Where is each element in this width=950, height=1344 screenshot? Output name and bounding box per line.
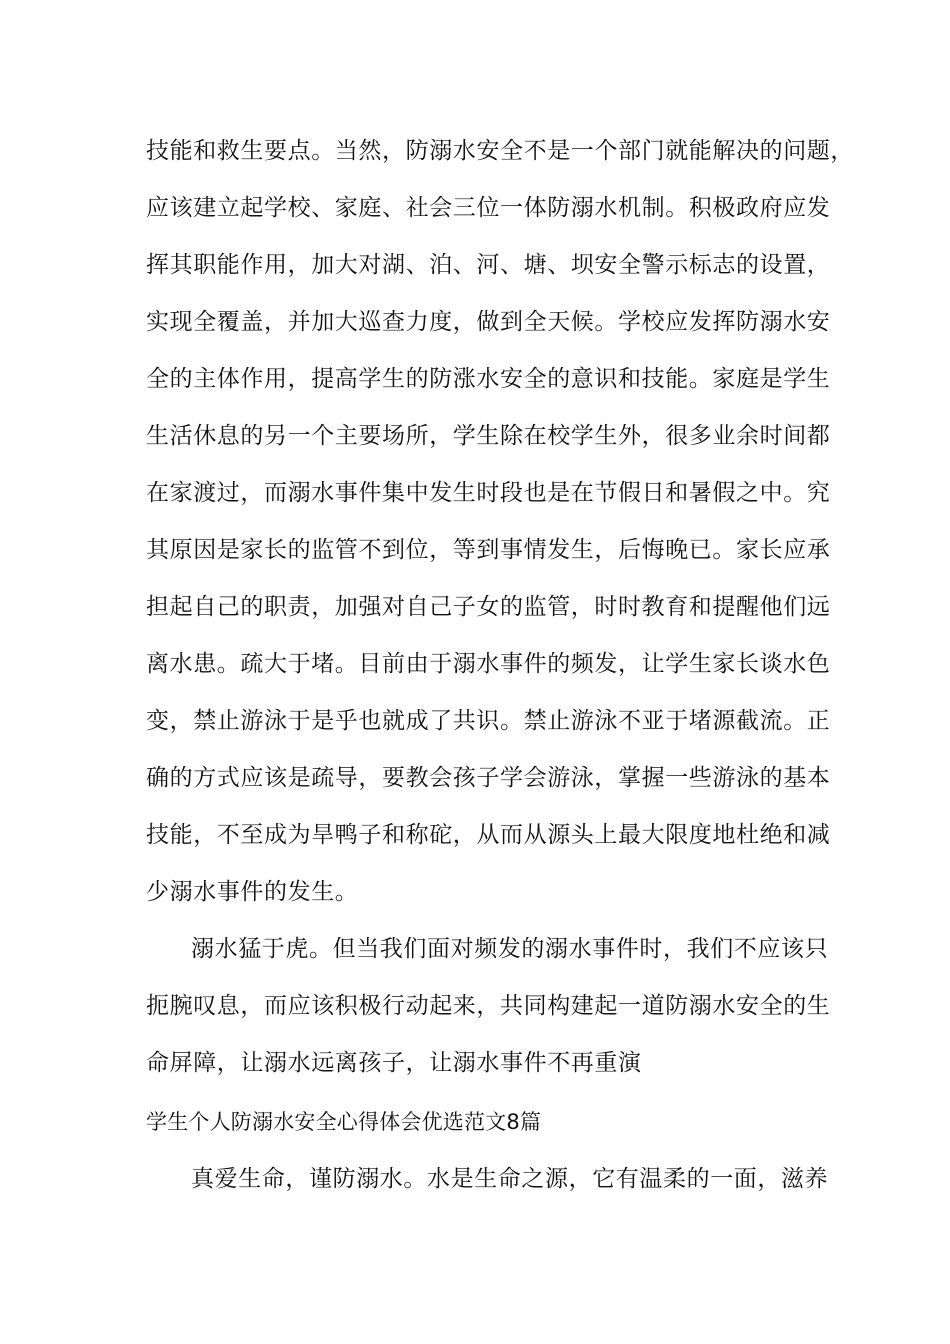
paragraph-line: 挥其职能作用，加大对湖、泊、河、塘、坝安全警示标志的设置，: [146, 252, 831, 278]
paragraph-line: 技能，不至成为旱鸭子和称砣，从而从源头上最大限度地杜绝和减: [146, 822, 831, 848]
paragraph-line: 应该建立起学校、家庭、社会三位一体防溺水机制。积极政府应发: [146, 195, 831, 221]
paragraph-line: 真爱生命，谨防溺水。水是生命之源，它有温柔的一面，滋养: [191, 1166, 829, 1192]
paragraph-line: 技能和救生要点。当然，防溺水安全不是一个部门就能解决的问题，: [146, 138, 854, 164]
paragraph-line: 担起自己的职责，加强对自己子女的监管，时时教育和提醒他们远: [146, 594, 831, 620]
paragraph-line: 变，禁止游泳于是乎也就成了共识。禁止游泳不亚于堵源截流。正: [146, 708, 831, 734]
paragraph-line: 全的主体作用，提高学生的防涨水安全的意识和技能。家庭是学生: [146, 366, 831, 392]
paragraph-line: 生活休息的另一个主要场所，学生除在校学生外，很多业余时间都: [146, 423, 831, 449]
paragraph-line: 实现全覆盖，并加大巡查力度，做到全天候。学校应发挥防溺水安: [146, 309, 831, 335]
paragraph-line: 其原因是家长的监管不到位，等到事情发生，后悔晚已。家长应承: [146, 537, 831, 563]
paragraph-line: 命屏障，让溺水远离孩子，让溺水事件不再重演: [146, 1050, 642, 1076]
paragraph-line: 在家渡过，而溺水事件集中发生时段也是在节假日和暑假之中。究: [146, 480, 831, 506]
paragraph-line: 溺水猛于虎。但当我们面对频发的溺水事件时，我们不应该只: [191, 936, 829, 962]
section-title: 学生个人防溺水安全心得体会优选范文8篇: [146, 1110, 542, 1134]
paragraph-line: 确的方式应该是疏导，要教会孩子学会游泳，掌握一些游泳的基本: [146, 765, 831, 791]
paragraph-line: 少溺水事件的发生。: [146, 879, 359, 905]
paragraph-line: 扼腕叹息，而应该积极行动起来，共同构建起一道防溺水安全的生: [146, 993, 831, 1019]
paragraph-line: 离水患。疏大于堵。目前由于溺水事件的频发，让学生家长谈水色: [146, 651, 831, 677]
